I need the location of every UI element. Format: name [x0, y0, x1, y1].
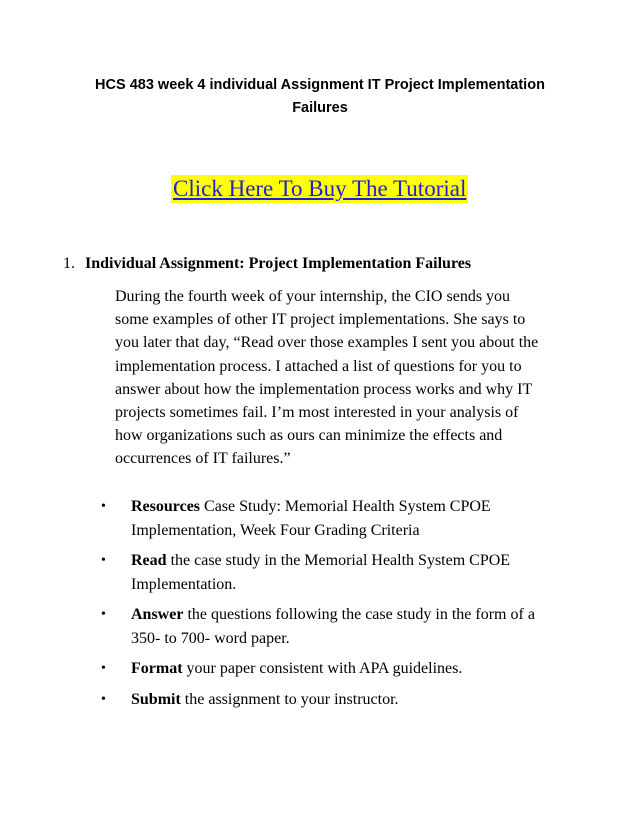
item-heading: Individual Assignment: Project Implementation Failures [85, 255, 472, 272]
list-item [100, 657, 580, 681]
title-line-2: Failures [292, 100, 348, 116]
bullet-line-1 [131, 495, 580, 519]
list-item [100, 688, 580, 712]
buy-tutorial-link[interactable]: Click Here To Buy The Tutorial [173, 176, 467, 201]
bullet-keyword: Resources [131, 498, 201, 515]
bullet-icon: • [101, 499, 106, 514]
bullet-line-1 [131, 688, 580, 712]
paragraph-line: occurrences of IT failures.” [115, 450, 291, 468]
paragraph-line: some examples of other IT project implementations. She says to [115, 311, 526, 329]
paragraph-line: projects sometimes fail. I’m most interested in your analysis of [115, 404, 519, 422]
bullet-text: the questions following the case study in the form of a [183, 606, 535, 623]
bullet-icon: • [101, 607, 106, 622]
paragraph-line: implementation process. I attached a list of questions for you to [115, 357, 522, 375]
instructions-list [100, 495, 580, 718]
bullet-line-2: 350- to 700- word paper. [131, 629, 290, 647]
bullet-keyword: Read [131, 552, 167, 569]
paragraph-line: During the fourth week of your internship, the CIO sends you [115, 288, 511, 305]
paragraph-line: answer about how the implementation process works and why IT [115, 380, 533, 398]
bullet-text: the case study in the Memorial Health System CPOE [166, 552, 511, 569]
bullet-line-2: Implementation, Week Four Grading Criteria [131, 521, 420, 539]
list-item [100, 603, 580, 650]
bullet-line-2: Implementation. [131, 575, 237, 593]
document-title [60, 74, 580, 120]
bullet-keyword: Answer [131, 606, 184, 623]
bullet-keyword: Format [131, 660, 183, 677]
paragraph-line: how organizations such as ours can minimize the effects and [115, 427, 503, 445]
bullet-line-1 [131, 657, 580, 681]
list-item [100, 549, 580, 596]
assignment-paragraph [115, 285, 575, 471]
bullet-keyword: Submit [131, 690, 181, 708]
bullet-text: your paper consistent with APA guidelines. [182, 660, 463, 677]
bullet-text: Case Study: Memorial Health System CPOE [200, 498, 491, 515]
item-number: 1. [63, 255, 75, 272]
bullet-icon: • [101, 553, 106, 568]
bullet-text: the assignment to your instructor. [180, 690, 399, 708]
title-line-1: HCS 483 week 4 individual Assignment IT Project Implementation [95, 77, 545, 93]
bullet-icon: • [101, 661, 106, 676]
bullet-line-1 [131, 549, 580, 573]
bullet-icon: • [101, 691, 106, 707]
list-item [100, 495, 580, 542]
paragraph-line: you later that day, “Read over those examples I sent you about the [115, 334, 539, 352]
bullet-line-1 [131, 603, 580, 627]
